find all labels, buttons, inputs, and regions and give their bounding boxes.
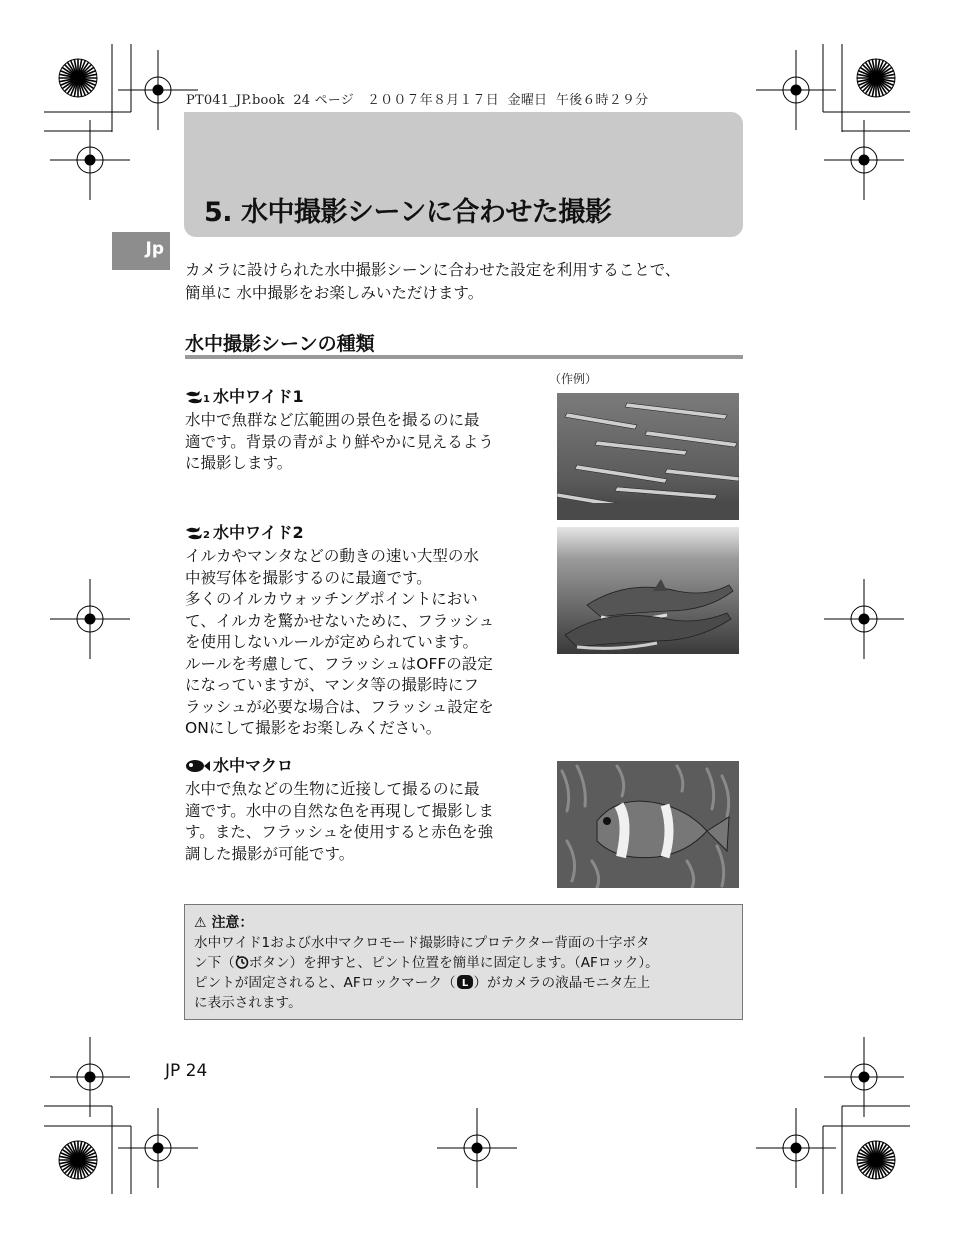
- scene-title-text: 水中マクロ: [213, 756, 294, 775]
- text-line: 水中で魚などの生物に近接して撮るのに最: [185, 780, 480, 798]
- svg-text:1: 1: [203, 394, 210, 405]
- intro-line: カメラに設けられた水中撮影シーンに合わせた設定を利用することで、: [185, 261, 681, 279]
- svg-text:L: L: [461, 978, 468, 989]
- scene-wide2: [185, 522, 530, 740]
- text-line: ONにして撮影をお楽しみください。: [185, 719, 442, 737]
- self-timer-button-icon: [235, 955, 249, 969]
- text-line: 水中で魚群など広範囲の景色を撮るのに最: [185, 411, 480, 429]
- print-header: [186, 89, 648, 108]
- text-line: になっていますが、マンタ等の撮影時にフ: [185, 676, 479, 694]
- text-line: ン下（: [194, 955, 235, 971]
- photo-dolphins: [557, 527, 739, 654]
- intro-text: [185, 259, 755, 305]
- text-line: ピントが固定されると、AFロックマーク（: [194, 975, 456, 991]
- text-line: イルカやマンタなどの動きの速い大型の水: [185, 547, 479, 565]
- photo-clownfish: [557, 761, 739, 888]
- scene-wide1: [185, 386, 530, 475]
- text-line: に撮影します。: [185, 454, 293, 472]
- warning-icon: ⚠: [194, 915, 207, 931]
- scene-title: [185, 522, 530, 544]
- scene-description: [185, 410, 530, 475]
- intro-line: 簡単に 水中撮影をお楽しみいただけます。: [185, 284, 484, 302]
- underwater-macro-icon: [185, 758, 211, 774]
- note-title: [194, 913, 733, 933]
- header-date: ２００７年８月１７日: [366, 93, 499, 108]
- header-weekday: 金曜日: [507, 93, 548, 108]
- chapter-title: 5. 水中撮影シーンに合わせた撮影: [204, 197, 612, 228]
- text-line: 水中ワイド1および水中マクロモード撮影時にプロテクター背面の十字ボタ: [194, 935, 650, 951]
- text-line: ボタン）を押すと、ピント位置を簡単に固定します。（AFロック）。: [248, 955, 659, 971]
- scene-title-text: 水中ワイド1: [213, 387, 304, 406]
- text-line: す。また、フラッシュを使用すると赤色を強: [185, 823, 494, 841]
- text-line: 適です。水中の自然な色を再現して撮影しま: [185, 801, 494, 820]
- scene-title: [185, 755, 530, 777]
- language-tab: Jp: [112, 232, 170, 270]
- text-line: 多くのイルカウォッチングポイントにおい: [185, 590, 478, 608]
- section-heading: 水中撮影シーンの種類: [185, 333, 375, 355]
- scene-title-text: 水中ワイド2: [213, 523, 304, 542]
- header-page: 24: [293, 93, 311, 108]
- text-line: ルールを考慮して、フラッシュはOFFの設定: [185, 654, 493, 673]
- note-body: [194, 933, 733, 1013]
- caution-note: [184, 904, 743, 1020]
- underwater-wide1-icon: [185, 389, 211, 405]
- header-page-suffix: ページ: [314, 93, 354, 108]
- chapter-title-band: [184, 112, 743, 237]
- svg-text:2: 2: [203, 530, 210, 541]
- scene-title: [185, 386, 530, 408]
- text-line: 適です。背景の青がより鮮やかに見えるよう: [185, 432, 494, 451]
- underwater-wide2-icon: [185, 525, 211, 541]
- photo-fish-school: [557, 393, 739, 520]
- example-label: （作例）: [549, 372, 598, 386]
- header-time: 午後６時２９分: [555, 93, 649, 108]
- scene-macro: [185, 755, 530, 865]
- text-line: ）がカメラの液晶モニタ左上: [473, 975, 651, 991]
- text-line: ラッシュが必要な場合は、フラッシュ設定を: [185, 697, 494, 716]
- text-line: 中被写体を撮影するのに最適です。: [185, 568, 432, 587]
- page-number: JP 24: [165, 1061, 208, 1081]
- text-line: に表示されます。: [194, 995, 302, 1011]
- note-title-text: 注意：: [211, 915, 254, 931]
- header-file: PT041_JP.book: [186, 93, 285, 108]
- section-divider: [185, 355, 743, 359]
- scene-description: [185, 546, 530, 740]
- text-line: て、イルカを驚かせないために、フラッシュ: [185, 611, 495, 630]
- text-line: を使用しないルールが定められています。: [185, 633, 478, 651]
- scene-description: [185, 779, 530, 865]
- af-lock-mark-icon: [456, 974, 474, 990]
- text-line: 調した撮影が可能です。: [185, 844, 355, 863]
